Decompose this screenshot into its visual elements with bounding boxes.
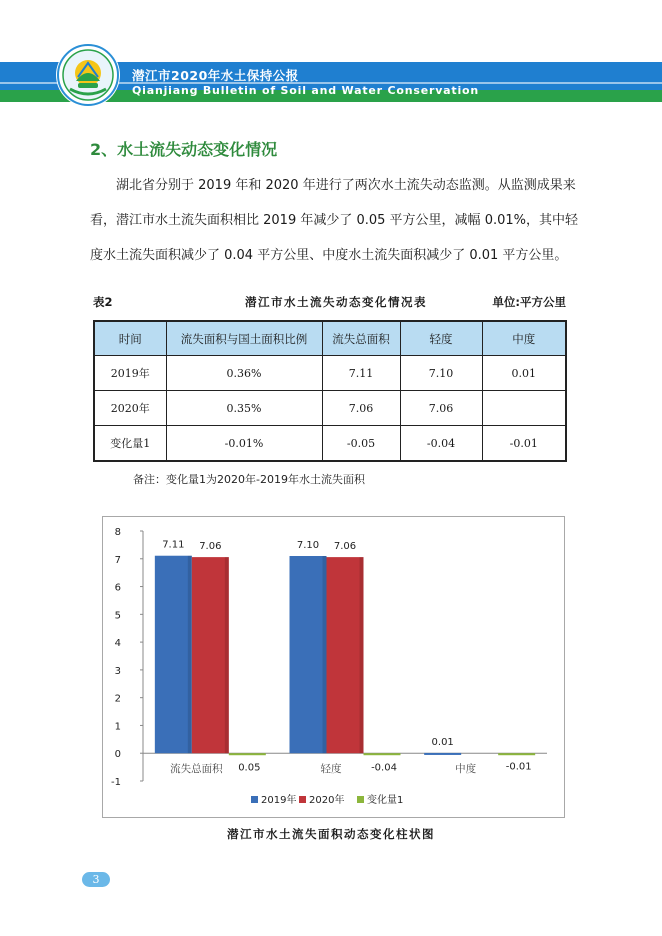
table-cell: 7.06 bbox=[322, 391, 400, 426]
table-cell: 0.01 bbox=[482, 356, 566, 391]
x-category-label: 轻度 bbox=[320, 763, 342, 776]
data-label: 7.10 bbox=[296, 540, 320, 551]
table-cell: 0.35% bbox=[166, 391, 322, 426]
x-category-label: 流失总面积 bbox=[170, 763, 223, 776]
table-cell: 7.11 bbox=[322, 356, 400, 391]
table-row bbox=[94, 356, 566, 391]
y-tick-label: 2 bbox=[114, 693, 121, 705]
table-header-cell: 流失面积与国土面积比例 bbox=[166, 321, 322, 356]
table-cell: 2020年 bbox=[94, 391, 166, 426]
x-category-label: 中度 bbox=[455, 763, 477, 776]
page-number: 3 bbox=[82, 872, 110, 887]
bar-change bbox=[229, 753, 266, 755]
table-cell: -0.01 bbox=[482, 426, 566, 462]
table-cell bbox=[482, 391, 566, 426]
logo-emblem-icon bbox=[56, 43, 120, 107]
bar-2019 bbox=[155, 556, 192, 754]
data-label: -0.04 bbox=[371, 762, 397, 774]
table-note: 备注：变化量1为2020年-2019年水土流失面积 bbox=[133, 473, 365, 486]
bar-chart bbox=[103, 517, 564, 817]
table-cell: 0.36% bbox=[166, 356, 322, 391]
bar-shade bbox=[188, 556, 192, 754]
y-tick-label: 3 bbox=[114, 665, 121, 677]
y-tick-label: 6 bbox=[114, 582, 121, 594]
paragraph-line: 看，潜江市水土流失面积相比 2019 年减少了 0.05 平方公里，减幅 0.01%，其中轻 bbox=[90, 213, 578, 228]
table-unit: 单位:平方公里 bbox=[492, 295, 566, 309]
table-cell: 7.06 bbox=[400, 391, 482, 426]
bar-2020 bbox=[327, 557, 364, 753]
table-number: 表2 bbox=[93, 295, 113, 309]
y-tick-label: -1 bbox=[111, 777, 121, 788]
table-row bbox=[94, 391, 566, 426]
chart-frame bbox=[102, 516, 565, 818]
header-title-cn: 潜江市2020年水土保持公报 bbox=[132, 68, 299, 83]
y-tick-label: 5 bbox=[114, 610, 121, 622]
table-cell: -0.05 bbox=[322, 426, 400, 462]
y-tick-label: 0 bbox=[114, 749, 121, 761]
data-label: 0.01 bbox=[431, 736, 454, 748]
bar-shade bbox=[323, 556, 327, 753]
table-caption bbox=[90, 294, 568, 314]
table-header-cell: 时间 bbox=[94, 321, 166, 356]
table-header-cell: 轻度 bbox=[400, 321, 482, 356]
bar-shade bbox=[360, 557, 364, 753]
table-title: 潜江市水土流失动态变化情况表 bbox=[245, 295, 427, 309]
data-label: 7.06 bbox=[199, 541, 222, 553]
data-label: 7.06 bbox=[333, 541, 357, 553]
legend-label: 2020年 bbox=[309, 795, 345, 806]
table-header-row bbox=[94, 321, 566, 356]
bar-change bbox=[498, 753, 535, 755]
y-tick-label: 1 bbox=[114, 721, 121, 733]
y-tick-label: 7 bbox=[114, 554, 121, 566]
y-tick-label: 8 bbox=[114, 527, 121, 538]
table-cell: -0.01% bbox=[166, 426, 322, 462]
table-cell: -0.04 bbox=[400, 426, 482, 462]
paragraph-line: 湖北省分别于 2019 年和 2020 年进行了两次水土流失动态监测。从监测成果来 bbox=[116, 178, 576, 193]
section-title: 2、水土流失动态变化情况 bbox=[90, 140, 278, 159]
table-header-cell: 中度 bbox=[482, 321, 566, 356]
data-label: 0.05 bbox=[238, 762, 261, 774]
chart-caption: 潜江市水土流失面积动态变化柱状图 bbox=[227, 827, 435, 841]
legend-label: 2019年 bbox=[261, 795, 297, 806]
data-label: -0.01 bbox=[505, 761, 532, 773]
table-cell: 2019年 bbox=[94, 356, 166, 391]
legend-swatch bbox=[251, 796, 258, 803]
table-header-cell: 流失总面积 bbox=[322, 321, 400, 356]
data-table bbox=[93, 320, 567, 462]
bar-2019 bbox=[290, 556, 327, 753]
legend-swatch bbox=[299, 796, 306, 803]
soil-water-logo bbox=[56, 43, 120, 107]
legend-swatch bbox=[357, 796, 364, 803]
table-cell: 7.10 bbox=[400, 356, 482, 391]
paragraph-line: 度水土流失面积减少了 0.04 平方公里、中度水土流失面积减少了 0.01 平方公里。 bbox=[90, 248, 568, 263]
bar-2019 bbox=[424, 753, 461, 755]
y-tick-label: 4 bbox=[114, 638, 121, 650]
legend-label: 变化量1 bbox=[367, 795, 404, 806]
data-label: 7.11 bbox=[162, 539, 185, 551]
header-title-en: Qianjiang Bulletin of Soil and Water Conservation bbox=[132, 84, 480, 97]
paragraph bbox=[90, 168, 578, 273]
bar-2020 bbox=[192, 557, 229, 753]
table-cell: 变化量1 bbox=[94, 426, 166, 462]
table-row bbox=[94, 426, 566, 462]
bar-change bbox=[364, 753, 401, 755]
bar-shade bbox=[225, 557, 229, 753]
